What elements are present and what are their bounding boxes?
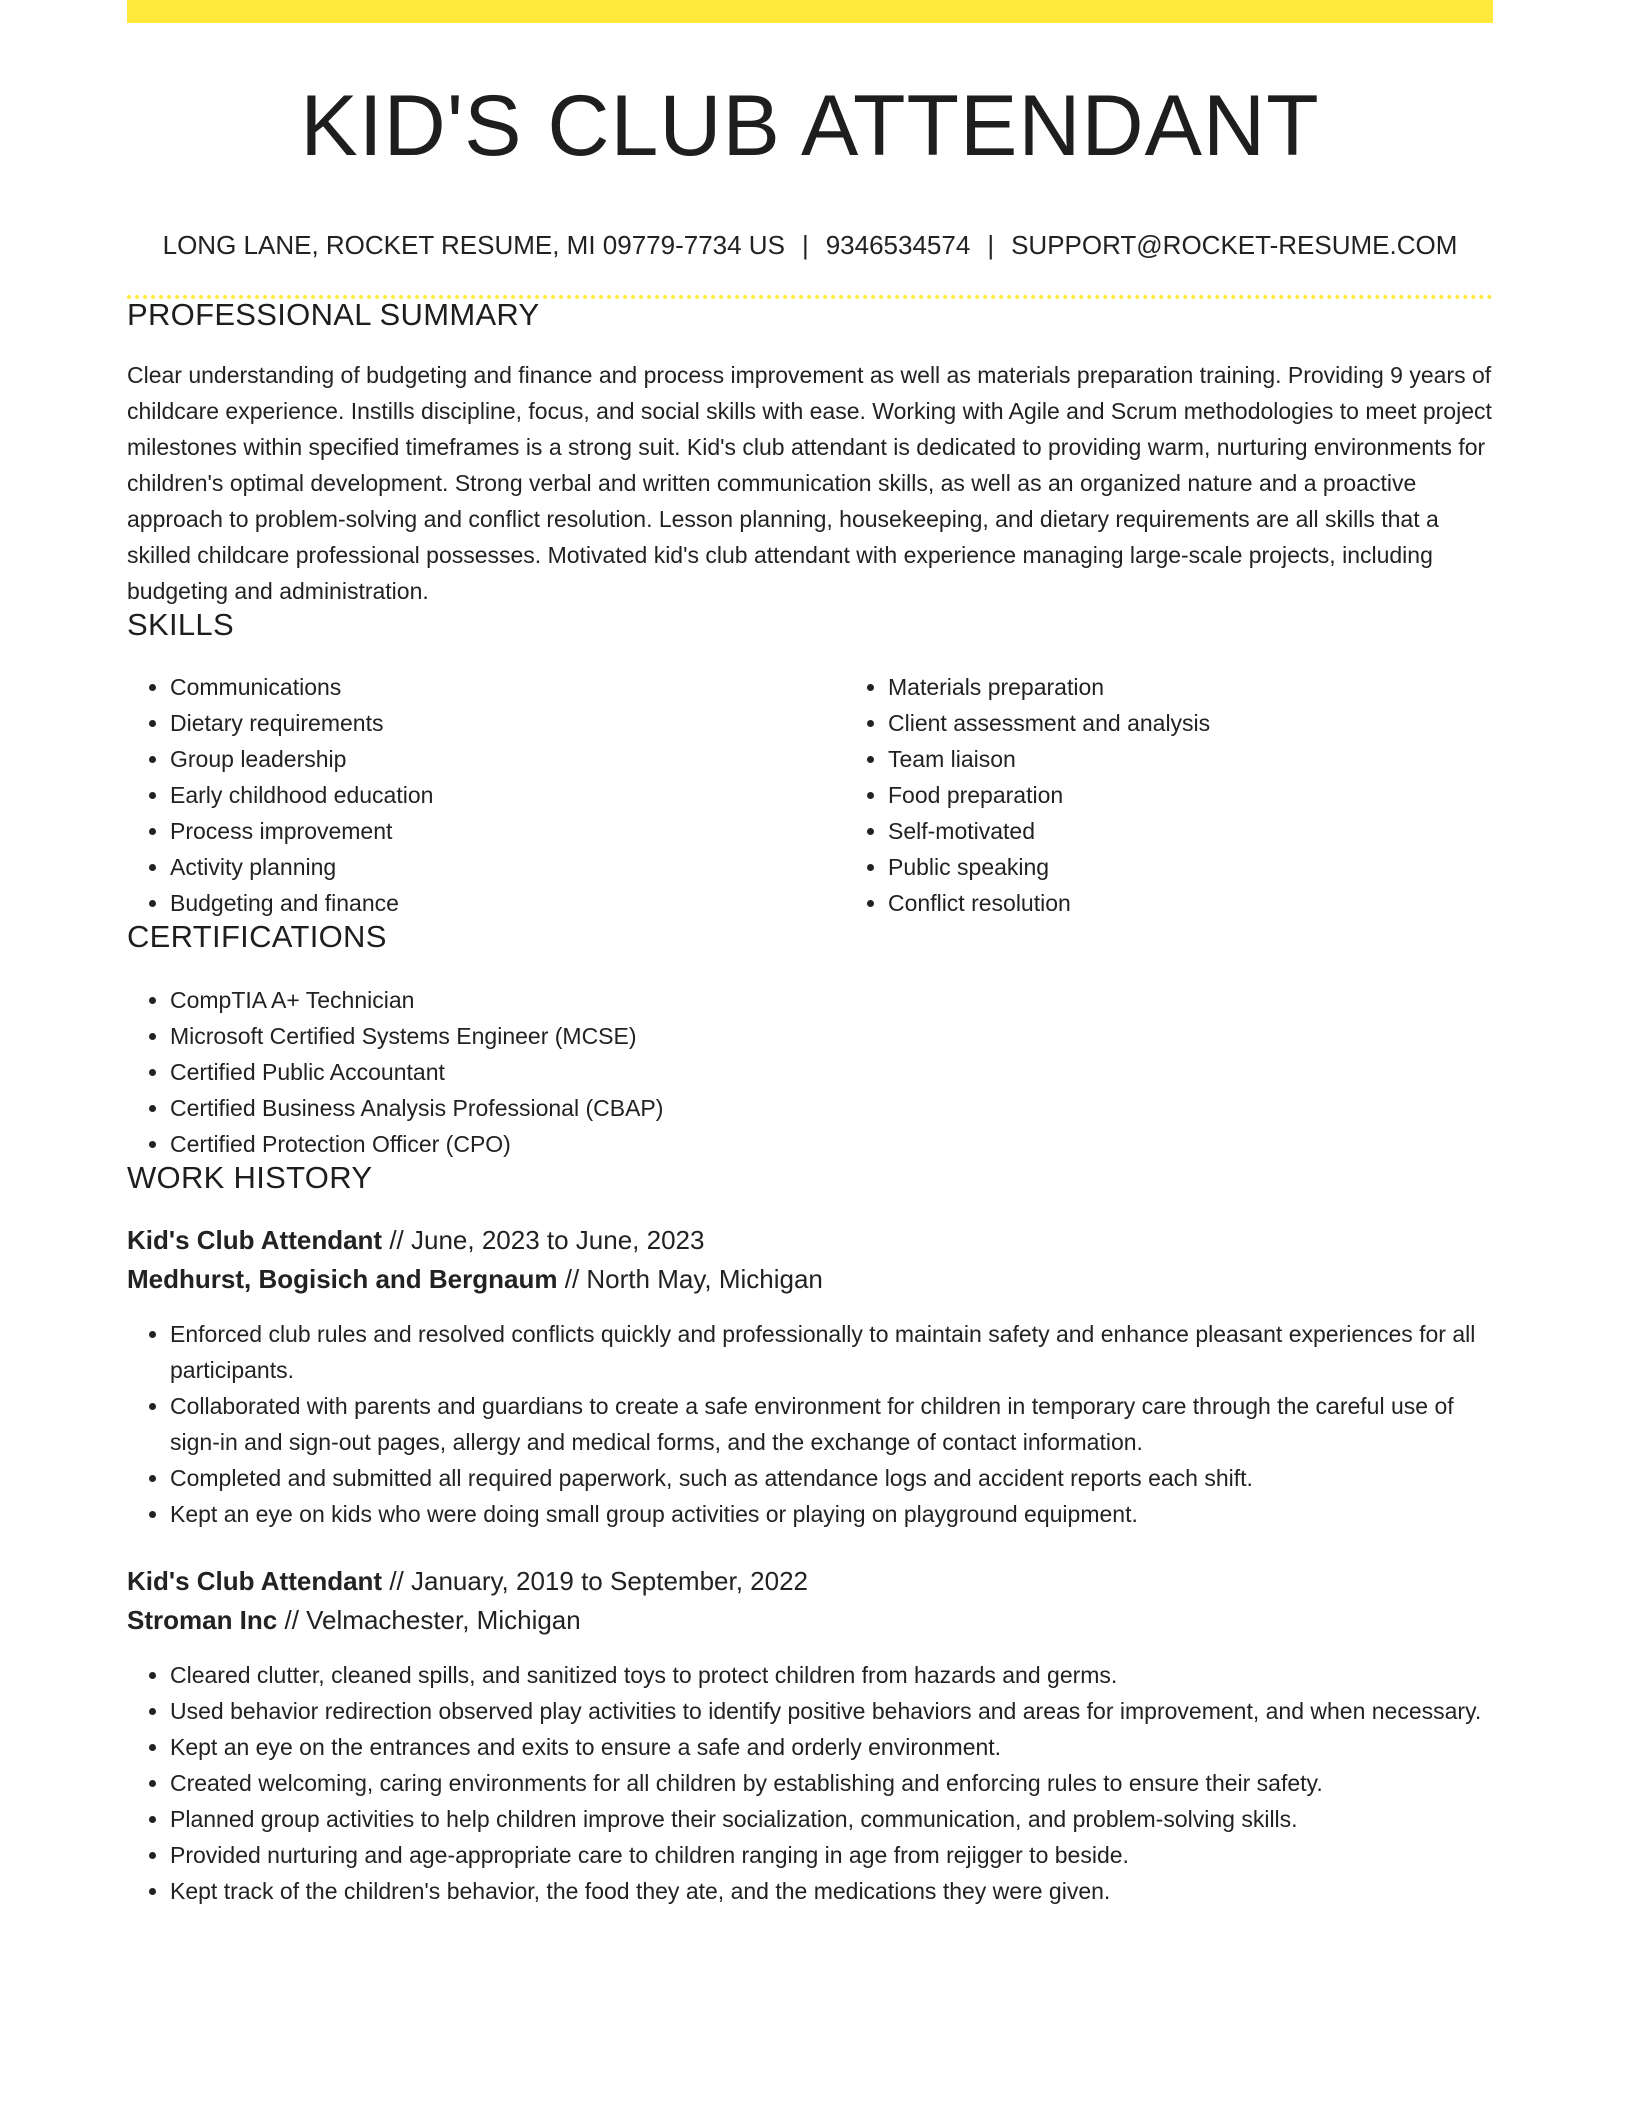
job-bullet: • Planned group activities to help children improve their socialization, communication, and problem-solving skills.	[170, 1801, 1493, 1837]
job-dates: // June, 2023 to June, 2023	[382, 1225, 705, 1255]
skills-heading: SKILLS	[127, 607, 234, 642]
contact-phone[interactable]: 9346534574	[825, 230, 971, 260]
skill-item: • Materials preparation	[888, 669, 1536, 705]
job-bullet-list	[127, 1316, 1493, 1532]
job-entry	[127, 1221, 1493, 1532]
contact-separator: |	[801, 230, 809, 260]
skill-item: • Self-motivated	[888, 813, 1536, 849]
job-company: Medhurst, Bogisich and Bergnaum	[127, 1264, 558, 1294]
job-dates: // January, 2019 to September, 2022	[382, 1566, 809, 1596]
skill-item: • Early childhood education	[170, 777, 845, 813]
certification-item: • Microsoft Certified Systems Engineer (MCSE)	[170, 1018, 1493, 1054]
certifications-heading: CERTIFICATIONS	[127, 919, 387, 954]
job-bullet: • Cleared clutter, cleaned spills, and sanitized toys to protect children from hazards and germs.	[170, 1657, 1493, 1693]
skill-item: • Food preparation	[888, 777, 1536, 813]
job-location: // Velmachester, Michigan	[277, 1605, 581, 1635]
skill-item: • Budgeting and finance	[170, 885, 845, 921]
job-bullet-list	[127, 1657, 1493, 1909]
certifications-list	[127, 982, 1493, 1162]
accent-top-bar	[127, 0, 1493, 23]
contact-email[interactable]: SUPPORT@ROCKET-RESUME.COM	[1011, 230, 1458, 260]
job-bullet: • Completed and submitted all required paperwork, such as attendance logs and accident reports each shift.	[170, 1460, 1493, 1496]
job-entry	[127, 1562, 1493, 1909]
skill-item: • Dietary requirements	[170, 705, 845, 741]
certification-item: • CompTIA A+ Technician	[170, 982, 1493, 1018]
job-bullet: • Used behavior redirection observed play activities to identify positive behaviors and areas for improvement, and when necessary.	[170, 1693, 1493, 1729]
skill-item: • Public speaking	[888, 849, 1536, 885]
job-location: // North May, Michigan	[557, 1264, 823, 1294]
job-company-line	[127, 1601, 1493, 1640]
summary-text: Clear understanding of budgeting and finance and process improvement as well as materials preparation training. Providing 9 years of childcare experience. Instills discipline, focus, and social skills with ease. Working with Agile and Scrum methodologies to meet project milestones within specified timeframes is a strong suit. Kid's club attendant is dedicated to providing warm, nurturing environments for children's optimal development. Strong verbal and written communication skills, as well as an organized nature and a proactive approach to problem-solving and conflict resolution. Lesson planning, housekeeping, and dietary requirements are all skills that a skilled childcare professional possesses. Motivated kid's club attendant with experience managing large-scale projects, including budgeting and administration.	[127, 362, 1492, 604]
skill-item: • Client assessment and analysis	[888, 705, 1536, 741]
skill-item: • Communications	[170, 669, 845, 705]
job-role: Kid's Club Attendant	[127, 1225, 383, 1255]
skill-item: • Conflict resolution	[888, 885, 1536, 921]
job-title-line	[127, 1562, 1493, 1601]
skills-list-left	[127, 669, 845, 921]
certification-item: • Certified Protection Officer (CPO)	[170, 1126, 1493, 1162]
skills-list-right	[845, 669, 1536, 921]
skill-item: • Group leadership	[170, 741, 845, 777]
job-bullet: • Kept an eye on kids who were doing small group activities or playing on playground equipment.	[170, 1496, 1493, 1532]
job-bullet: • Created welcoming, caring environments for all children by establishing and enforcing rules to ensure their safety.	[170, 1765, 1493, 1801]
job-role: Kid's Club Attendant	[127, 1566, 383, 1596]
job-company-line	[127, 1260, 1493, 1299]
job-bullet: • Kept an eye on the entrances and exits to ensure a safe and orderly environment.	[170, 1729, 1493, 1765]
contact-address: LONG LANE, ROCKET RESUME, MI 09779-7734 US	[162, 230, 785, 260]
skill-item: • Process improvement	[170, 813, 845, 849]
job-bullet: • Collaborated with parents and guardians to create a safe environment for children in temporary care through the careful use of sign-in and sign-out pages, allergy and medical forms, and the exchange of contact information.	[170, 1388, 1493, 1460]
job-bullet: • Enforced club rules and resolved conflicts quickly and professionally to maintain safety and enhance pleasant experiences for all participants.	[170, 1316, 1493, 1388]
certification-item: • Certified Public Accountant	[170, 1054, 1493, 1090]
job-bullet: • Kept track of the children's behavior, the food they ate, and the medications they were given.	[170, 1873, 1493, 1909]
job-bullet: • Provided nurturing and age-appropriate care to children ranging in age from rejigger to beside.	[170, 1837, 1493, 1873]
contact-separator: |	[987, 230, 995, 260]
summary-heading: PROFESSIONAL SUMMARY	[127, 297, 540, 332]
work-history-heading: WORK HISTORY	[127, 1160, 373, 1195]
job-title-line	[127, 1221, 1493, 1260]
resume-name: KID'S CLUB ATTENDANT	[300, 78, 1320, 174]
contact-line	[127, 232, 1493, 258]
resume-page	[127, 0, 1493, 1909]
job-company: Stroman Inc	[127, 1605, 278, 1635]
skills-columns	[127, 669, 1493, 921]
skill-item: • Activity planning	[170, 849, 845, 885]
skill-item: • Team liaison	[888, 741, 1536, 777]
certification-item: • Certified Business Analysis Professional (CBAP)	[170, 1090, 1493, 1126]
